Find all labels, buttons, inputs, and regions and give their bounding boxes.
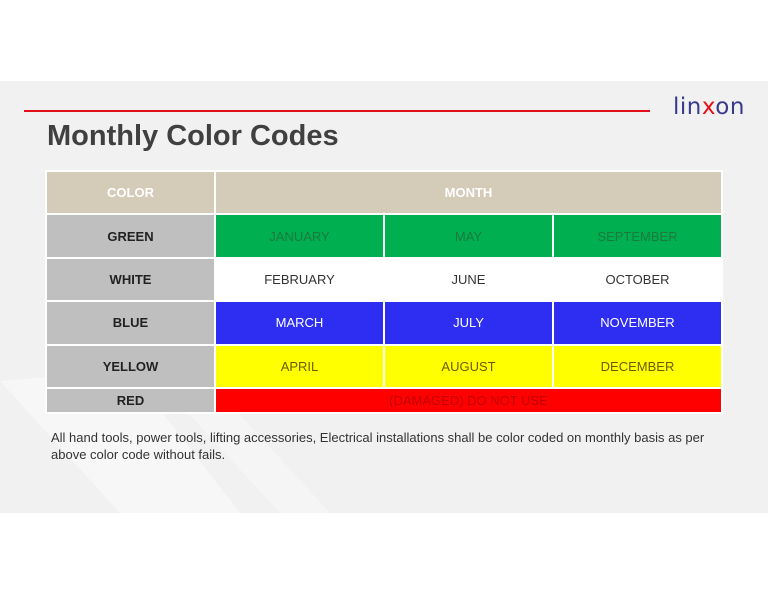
row-label: BLUE xyxy=(46,301,215,344)
month-cell: MARCH xyxy=(215,301,384,344)
logo-text-part3: on xyxy=(715,94,745,120)
table-row-white xyxy=(46,258,722,301)
month-cell: NOVEMBER xyxy=(553,301,722,344)
month-cell: OCTOBER xyxy=(553,258,722,301)
row-label: RED xyxy=(46,388,215,413)
table-header-row xyxy=(46,171,722,214)
month-cell: SEPTEMBER xyxy=(553,214,722,257)
table-row-blue xyxy=(46,301,722,344)
table-row-yellow xyxy=(46,345,722,388)
logo-text-part1: lin xyxy=(673,94,702,120)
header-accent-line xyxy=(24,110,650,112)
month-cell: JULY xyxy=(384,301,553,344)
page-title: Monthly Color Codes xyxy=(47,120,339,152)
color-code-table xyxy=(45,170,723,414)
table-row-green xyxy=(46,214,722,257)
month-cell: JANUARY xyxy=(215,214,384,257)
linxon-logo xyxy=(673,93,745,121)
row-label: GREEN xyxy=(46,214,215,257)
month-cell: MAY xyxy=(384,214,553,257)
header-month: MONTH xyxy=(215,171,722,214)
month-cell: DECEMBER xyxy=(553,345,722,388)
month-cell: JUNE xyxy=(384,258,553,301)
table-row-red xyxy=(46,388,722,413)
logo-text-part2: x xyxy=(701,94,716,120)
month-cell: AUGUST xyxy=(384,345,553,388)
month-cell: APRIL xyxy=(215,345,384,388)
row-label: WHITE xyxy=(46,258,215,301)
footnote-text: All hand tools, power tools, lifting accessories, Electrical installations shall be color coded on monthly basis as per above color code without fails. xyxy=(51,430,705,462)
month-cell: FEBRUARY xyxy=(215,258,384,301)
damaged-note-cell: (DAMAGED) DO NOT USE xyxy=(215,388,722,413)
row-label: YELLOW xyxy=(46,345,215,388)
slide xyxy=(0,81,768,513)
header-color: COLOR xyxy=(46,171,215,214)
